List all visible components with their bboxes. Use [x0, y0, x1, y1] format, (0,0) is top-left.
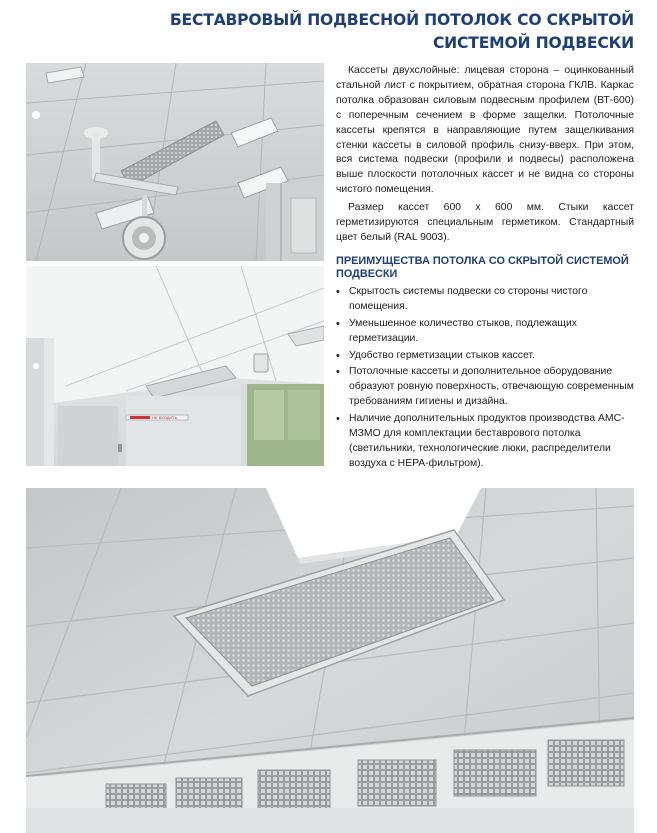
- list-item: • Уменьшенное количество стыков, подлежащих герметизации.: [336, 317, 634, 347]
- page-title-line-1: БЕСТАВРОВЫЙ ПОДВЕСНОЙ ПОТОЛОК СО СКРЫТОЙ: [169, 11, 634, 29]
- photo-operating-room-ceiling: [26, 63, 324, 261]
- list-item: • Потолочные кассеты и дополнительное оборудование образуют ровную поверхность, отвечающую современным требованиям гигиены и дизайна.: [336, 365, 634, 410]
- advantages-heading: ПРЕИМУЩЕСТВА ПОТОЛКА СО СКРЫТОЙ СИСТЕМОЙ ПОДВЕСКИ: [336, 254, 629, 280]
- list-item: • Наличие дополнительных продуктов производства АМС-МЗМО для комплектации беставрового потолка (светильники, технологические люки, распределители воздуха с HEPA-фильтром).: [336, 412, 634, 472]
- page-title-line-2: СИСТЕМОЙ ПОДВЕСКИ: [432, 34, 634, 52]
- list-item: • Скрытость системы подвески со стороны чистого помещения.: [336, 285, 634, 315]
- photo-ceiling-with-diffusers: [26, 488, 634, 833]
- page-title: [40, 9, 634, 55]
- description-paragraph-2: Размер кассет 600 х 600 мм. Стыки кассет герметизируются специальным герметиком. Стандартный цвет белый (RAL 9003).: [336, 202, 634, 243]
- text-column: [336, 64, 634, 474]
- description-paragraph-1: Кассеты двухслойные: лицевая сторона – оцинкованный стальной лист с покрытием, обратная сторона ГКЛВ. Каркас потолка образован силовым подвесным профилем (ВТ-600) с поперечным сечением в форме защелки. Потолочные кассеты крепятся в направляющие путем защелкивания стенки кассеты в силовой профиль снизу-вверх. При этом, вся система подвески (профили и подвесы) расположена выше плоскости потолочных кассет и не видна со стороны чистого помещения.: [336, 65, 634, 196]
- list-item: • Удобство герметизации стыков кассет.: [336, 349, 634, 364]
- photo-wall-sign-text: НЕ ВХОДИТЬ: [152, 415, 178, 421]
- advantages-list: [336, 285, 634, 472]
- photo-clean-room-corridor: [26, 266, 324, 466]
